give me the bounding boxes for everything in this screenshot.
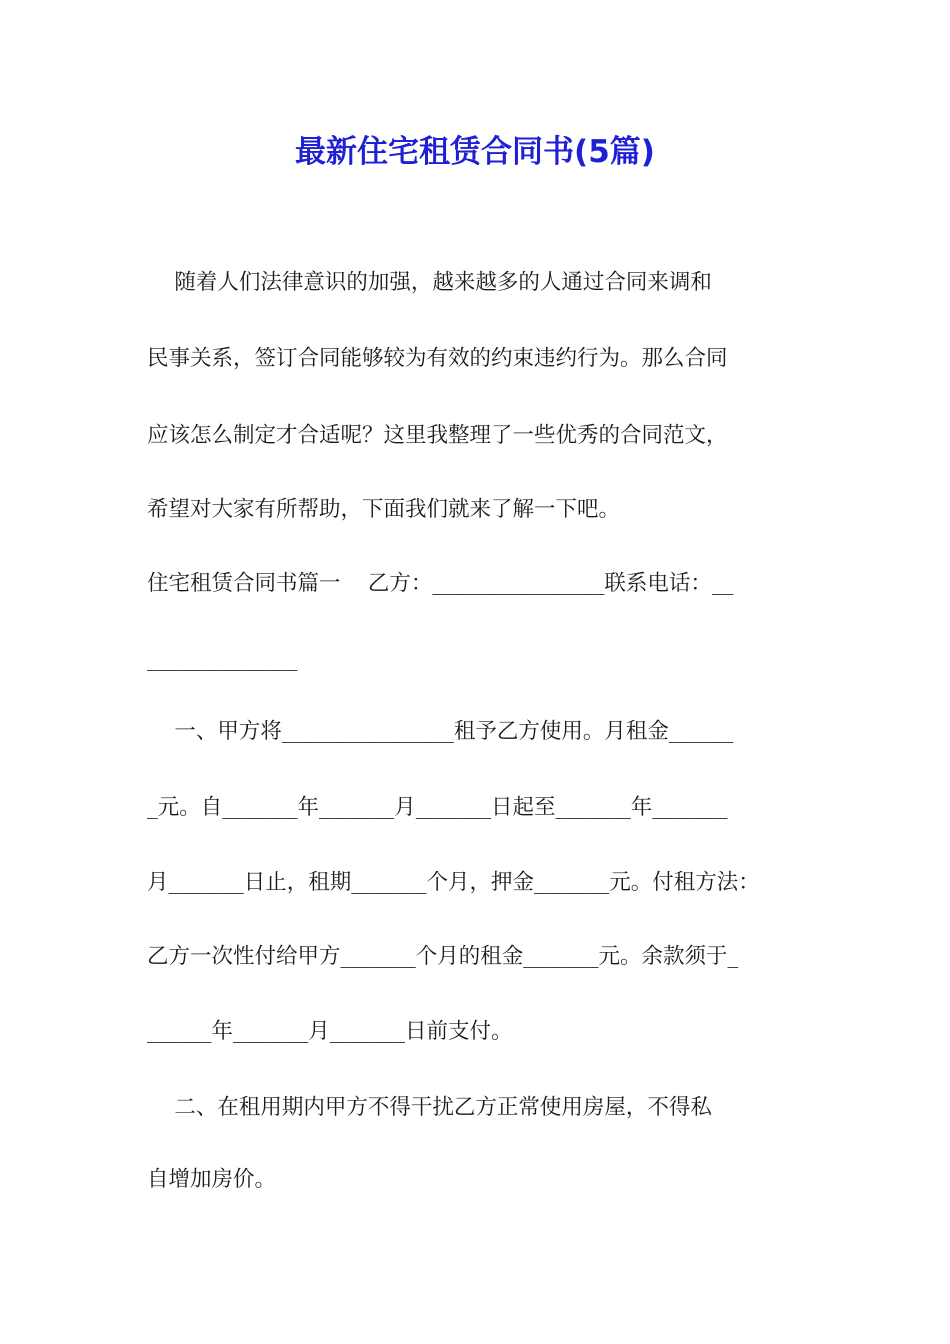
- body-line: 应该怎么制定才合适呢？这里我整理了一些优秀的合同范文，: [147, 423, 728, 448]
- clause-line: 乙方一次性付给甲方_______个月的租金_______元。余款须于_: [147, 944, 739, 969]
- clause-line: 自增加房价。: [147, 1167, 277, 1192]
- body-line: 民事关系，签订合同能够较为有效的约束违约行为。那么合同: [147, 346, 728, 371]
- clause-line: 二、在租用期内甲方不得干扰乙方正常使用房屋，不得私: [147, 1095, 712, 1120]
- clause-line: 月_______日止，租期_______个月，押金_______元。付租方法：: [147, 870, 760, 895]
- clause-line: 一、甲方将________________租予乙方使用。月租金______: [147, 719, 734, 744]
- body-line: 希望对大家有所帮助，下面我们就来了解一下吧。: [147, 497, 621, 522]
- document-title: 最新住宅租赁合同书(5篇): [295, 134, 655, 170]
- section-heading-line: 住宅租赁合同书篇一 乙方：________________联系电话：__: [147, 571, 734, 596]
- body-line: ______________: [147, 647, 298, 672]
- clause-line: ______年_______月_______日前支付。: [147, 1019, 513, 1044]
- body-line: 随着人们法律意识的加强，越来越多的人通过合同来调和: [147, 270, 712, 295]
- clause-line: _元。自_______年_______月_______日起至_______年_______: [147, 795, 728, 820]
